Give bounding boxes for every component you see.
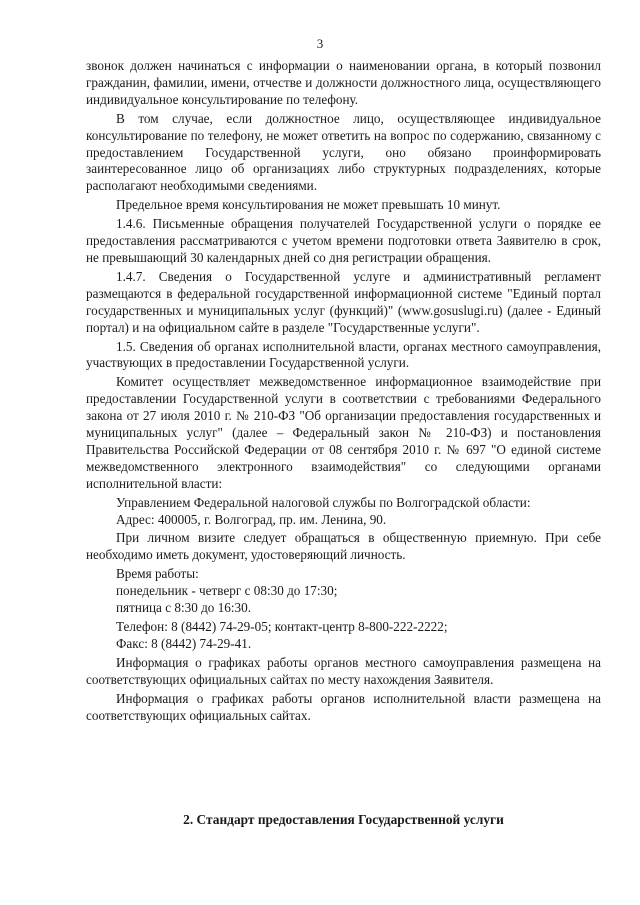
paragraph-unable-to-answer: В том случае, если должностное лицо, осуществляющее индивидуальное консультирование по телефону, не может ответить на вопрос по содержанию, связанному с предоставлением Государственной услуги, оно обязано проинформировать заинтересованное лицо об организациях либо структурных подразделениях, которые располагают необходимыми сведениями. (86, 110, 601, 194)
paragraph-consult-time-limit: Предельное время консультирования не может превышать 10 минут. (116, 197, 501, 213)
paragraph-phone: Телефон: 8 (8442) 74-29-05; контакт-центр 8-800-222-2222; (116, 619, 448, 634)
section-heading: 2. Стандарт предоставления Государственной услуги (183, 812, 504, 827)
paragraph-personal-visit: При личном визите следует обращаться в общественную приемную. При себе необходимо иметь документ, удостоверяющий личность. (86, 530, 601, 563)
paragraph-tax-service: Управлением Федеральной налоговой службы по Волгоградской области: (116, 494, 531, 510)
paragraph-exec-gov-schedules: Информация о графиках работы органов исполнительной власти размещена на соответствующих официальных сайтах. (86, 690, 601, 723)
paragraph-committee-interaction: Комитет осуществляет межведомственное информационное взаимодействие при предоставлении Государственной услуги в соответствии с требованиями Федерального закона от 27 июля 2010 г. № 210-ФЗ "Об организации предоставления государственных и муниципальных услуг" (далее – Федеральный закон № 210-ФЗ) и постановления Правительства Российской Федерации от 08 сентября 2010 г. № 697 "О единой системе межведомственного электронного взаимодействия" со следующими органами исполнительной власти: (86, 374, 601, 491)
paragraph-working-hours-label: Время работы: (116, 566, 199, 582)
document-body (86, 58, 601, 726)
paragraph-hours-mon-thu: понедельник - четверг с 08:30 до 17:30; (116, 583, 338, 599)
paragraph-1-4-6: 1.4.6. Письменные обращения получателей Государственной услуги о порядке ее предоставления рассматриваются с учетом времени подготовки ответа Заявителю в срок, не превышающий 30 календарных дней со дня регистрации обращения. (86, 216, 601, 265)
paragraph-fax: Факс: 8 (8442) 74-29-41. (116, 635, 252, 651)
paragraph-call-intro: звонок должен начинаться с информации о наименовании органа, в который позвонил гражданин, фамилии, имени, отчестве и должности должностного лица, осуществляющего индивидуальное консультирование по телефону. (86, 58, 601, 107)
paragraph-local-gov-schedules: Информация о графиках работы органов местного самоуправления размещена на соответствующих официальных сайтах по месту нахождения Заявителя. (86, 654, 601, 687)
paragraph-hours-fri: пятница с 8:30 до 16:30. (116, 600, 252, 616)
paragraph-1-4-7: 1.4.7. Сведения о Государственной услуге и административный регламент размещаются в федеральной государственной информационной системе "Единый портал государственных и муниципальных услуг (функций)" (www.gosuslugi.ru) (далее - Единый портал) и на официальном сайте в разделе "Государственные услуги". (86, 268, 601, 335)
paragraph-1-5: 1.5. Сведения об органах исполнительной власти, органах местного самоуправления, участвующих в предоставлении Государственной услуги. (86, 338, 601, 371)
page-number: 3 (316, 36, 324, 51)
paragraph-address: Адрес: 400005, г. Волгоград, пр. им. Ленина, 90. (116, 511, 387, 527)
